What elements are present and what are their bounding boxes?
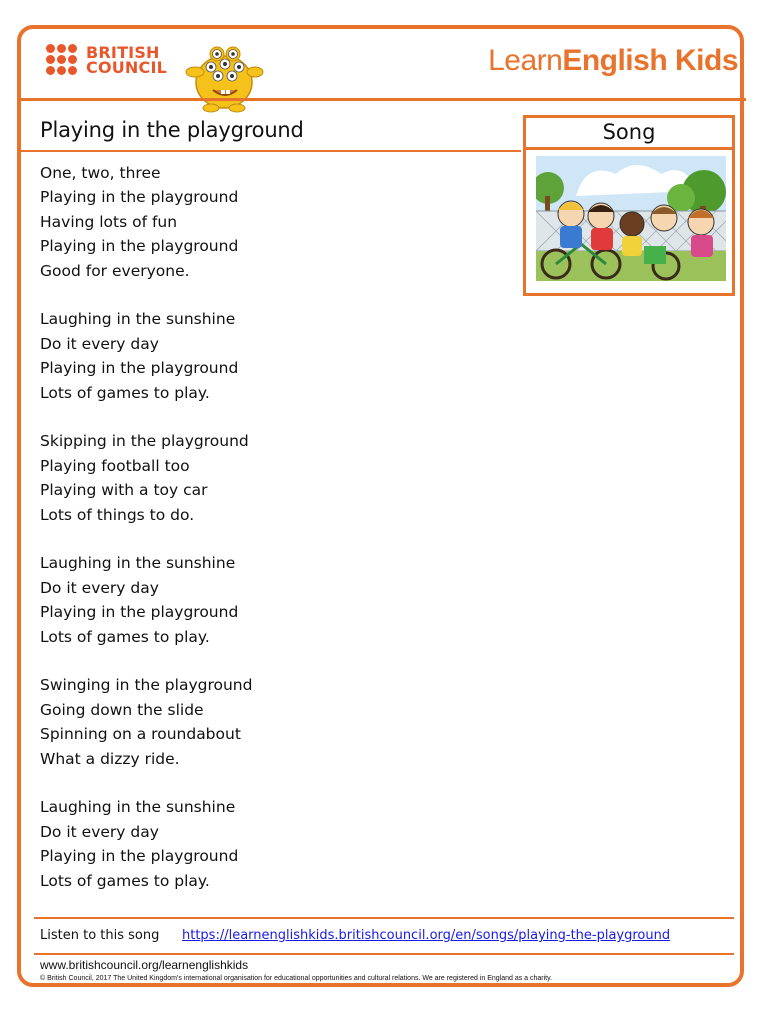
lyrics-line: Do it every day (40, 578, 159, 597)
lyrics-line: Laughing in the sunshine (40, 554, 236, 573)
lyrics-line: Going down the slide (40, 700, 204, 719)
lyrics-stanza (40, 551, 510, 649)
site-url: www.britishcouncil.org/learnenglishkids (40, 958, 249, 972)
lyrics-line: Lots of games to play. (40, 871, 210, 890)
lyrics-line: Skipping in the playground (40, 432, 249, 451)
lyrics-line: Laughing in the sunshine (40, 798, 236, 817)
lyrics-line: Playing in the playground (40, 847, 239, 866)
song-lyrics (40, 161, 510, 918)
lyrics-line: Do it every day (40, 822, 159, 841)
footer-divider-top (34, 917, 734, 919)
copyright-notice: © British Council, 2017 The United Kingdom’s international organisation for educational opportunities and cultural relations. We are registered in England as a charity. (40, 975, 553, 982)
header-divider (21, 98, 746, 101)
page-title: Playing in the playground (40, 118, 304, 142)
footer-divider-bottom (34, 953, 734, 955)
lyrics-line: Lots of games to play. (40, 383, 210, 402)
lyrics-stanza (40, 795, 510, 893)
lyrics-line: Laughing in the sunshine (40, 310, 236, 329)
listen-label: Listen to this song (40, 928, 160, 943)
lyrics-stanza (40, 161, 510, 283)
lyrics-line: One, two, three (40, 164, 161, 182)
brand-line-2: COUNCIL (86, 58, 168, 77)
lyrics-line: What a dizzy ride. (40, 749, 180, 768)
brand-line-1: BRITISH (86, 43, 160, 62)
type-label: Song (602, 120, 656, 144)
lyrics-line: Playing in the playground (40, 237, 239, 256)
lyrics-stanza (40, 307, 510, 405)
lyrics-line: Lots of games to play. (40, 627, 210, 646)
lyrics-line: Playing in the playground (40, 188, 239, 207)
monster-mascot-icon (177, 34, 267, 114)
lyrics-line: Lots of things to do. (40, 505, 195, 524)
lyrics-line: Spinning on a roundabout (40, 725, 241, 744)
illustration-box (523, 150, 735, 296)
lyrics-line: Swinging in the playground (40, 676, 253, 695)
lyrics-stanza (40, 429, 510, 527)
type-label-box (523, 115, 735, 150)
lek-logo-learn: Learn (488, 44, 563, 77)
learnenglish-kids-logo (488, 44, 738, 78)
lyrics-line: Playing in the playground (40, 359, 239, 378)
lyrics-line: Playing in the playground (40, 603, 239, 622)
lyrics-line: Good for everyone. (40, 261, 190, 280)
playground-children-illustration (536, 156, 726, 281)
lyrics-stanza (40, 673, 510, 771)
lyrics-line: Do it every day (40, 334, 159, 353)
lyrics-line: Playing football too (40, 456, 190, 475)
song-link[interactable]: https://learnenglishkids.britishcouncil.org/en/songs/playing-the-playground (182, 928, 671, 943)
lyrics-line: Playing with a toy car (40, 481, 208, 500)
lek-logo-english-kids: English Kids (562, 44, 738, 77)
lyrics-line: Having lots of fun (40, 212, 178, 231)
